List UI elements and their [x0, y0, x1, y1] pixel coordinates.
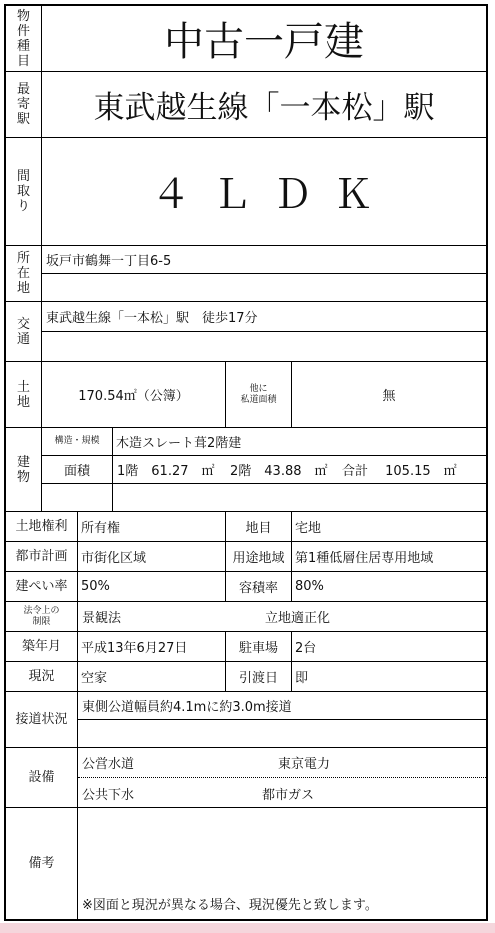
station-label: 最 寄 駅 — [6, 72, 42, 137]
zoning-value: 第1種低層住居専用地域 — [295, 551, 434, 566]
water-value: 公営水道 — [82, 757, 135, 772]
location-value: 坂戸市鶴舞一丁目6-5 — [46, 254, 172, 269]
property-type-label: 物 件 種 目 — [6, 6, 42, 71]
city-planning-label: 都市計画 — [6, 542, 78, 571]
row-layout — [6, 138, 486, 246]
land-label: 土 地 — [6, 362, 42, 427]
built-value: 平成13年6月27日 — [78, 632, 226, 661]
city-planning-value: 市街化区域 — [78, 542, 226, 571]
building-area-line — [42, 456, 486, 484]
row-status — [6, 662, 486, 692]
area-label: 面積 — [42, 456, 113, 483]
status-value: 空家 — [78, 662, 226, 691]
coverage-value: 50% — [78, 572, 226, 601]
row-property-type — [6, 6, 486, 72]
facilities-line-2 — [78, 778, 486, 808]
bottom-bar — [0, 923, 495, 933]
row-station — [6, 72, 486, 138]
electric-value: 東京電力 — [278, 757, 331, 772]
remarks-note: ※図面と現況が異なる場合、現況優先と致します。 — [82, 898, 378, 913]
floor2-area: 2階 43.88 ㎡ — [230, 464, 328, 479]
row-remarks — [6, 808, 486, 919]
location-line-2 — [42, 274, 486, 302]
handover-label: 引渡日 — [226, 662, 292, 691]
building-blank-line — [42, 484, 486, 512]
handover-value: 即 — [295, 671, 309, 686]
access-label: 交 通 — [6, 302, 42, 361]
land-area: 170.54㎡（公簿） — [42, 362, 226, 427]
far-label: 容積率 — [226, 572, 292, 601]
facilities-label: 設備 — [6, 748, 78, 807]
legal-restrictions-label: 法令上の 制限 — [6, 602, 78, 631]
parking-value: 2台 — [295, 641, 317, 656]
building-label: 建 物 — [6, 428, 42, 511]
location-label: 所 在 地 — [6, 246, 42, 301]
row-land — [6, 362, 486, 428]
private-road-label: 他に 私道面積 — [226, 362, 292, 427]
location-line-1 — [42, 246, 486, 274]
road-access-label: 接道状況 — [6, 692, 78, 747]
building-structure-line — [42, 428, 486, 456]
road-access-value: 東側公道幅員約4.1mに約3.0m接道 — [82, 700, 292, 715]
legal-restrictions-value-2: 立地適正化 — [265, 611, 331, 626]
built-label: 築年月 — [6, 632, 78, 661]
row-legal-restrictions — [6, 602, 486, 632]
row-coverage — [6, 572, 486, 602]
structure-label: 構造・規模 — [42, 428, 113, 455]
row-built — [6, 632, 486, 662]
land-rights-value: 所有権 — [78, 512, 226, 541]
building-blank-cell — [42, 484, 113, 512]
remarks-label: 備考 — [6, 808, 78, 919]
private-road-value: 無 — [382, 389, 396, 404]
access-line-2 — [42, 332, 486, 362]
row-building — [6, 428, 486, 512]
layout-value: ４ Ｌ Ｄ Ｋ — [150, 172, 378, 218]
gas-value: 都市ガス — [262, 787, 315, 803]
zoning-label: 用途地域 — [226, 542, 292, 571]
coverage-label: 建ぺい率 — [6, 572, 78, 601]
sewage-value: 公共下水 — [82, 787, 135, 803]
legal-restrictions-value-1: 景観法 — [82, 611, 122, 626]
floor1-area: 1階 61.27 ㎡ — [117, 464, 215, 479]
row-city-planning — [6, 542, 486, 572]
land-category-value: 宅地 — [295, 521, 322, 536]
property-type-value: 中古一戸建 — [164, 19, 364, 65]
station-value: 東武越生線「一本松」駅 — [93, 90, 435, 126]
row-location — [6, 246, 486, 302]
row-land-rights — [6, 512, 486, 542]
total-area: 合計 105.15 ㎡ — [342, 464, 457, 479]
row-access — [6, 302, 486, 362]
layout-label: 間 取 り — [6, 138, 42, 245]
land-category-label: 地目 — [226, 512, 292, 541]
property-sheet — [4, 4, 488, 921]
far-value: 80% — [295, 579, 324, 594]
access-value: 東武越生線「一本松」駅 徒歩17分 — [46, 311, 258, 326]
road-access-line-1 — [78, 692, 486, 720]
structure-value: 木造スレート葺2階建 — [116, 436, 242, 451]
parking-label: 駐車場 — [226, 632, 292, 661]
row-road-access — [6, 692, 486, 748]
facilities-line-1 — [78, 748, 486, 778]
access-line-1 — [42, 302, 486, 332]
status-label: 現況 — [6, 662, 78, 691]
row-facilities — [6, 748, 486, 808]
road-access-line-2 — [78, 720, 486, 748]
land-rights-label: 土地権利 — [6, 512, 78, 541]
